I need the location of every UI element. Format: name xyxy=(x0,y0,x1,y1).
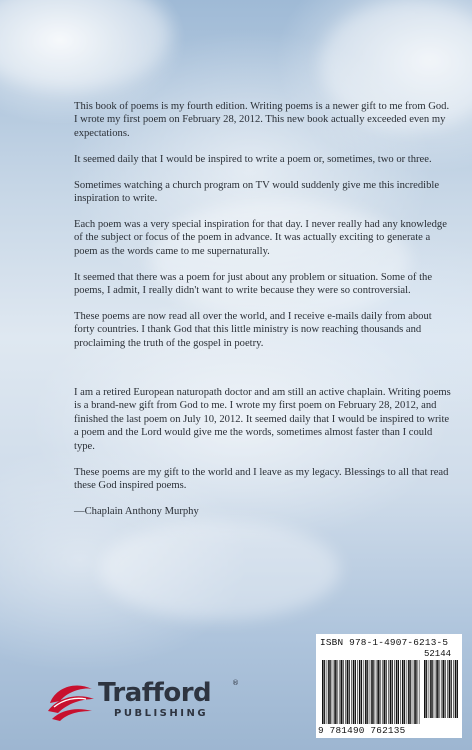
barcode-bar xyxy=(400,660,401,724)
barcode-bar xyxy=(367,660,368,724)
barcode-bar xyxy=(442,660,444,718)
barcode-bar xyxy=(426,660,427,718)
barcode-bar xyxy=(396,660,398,724)
intro-paragraph: Sometimes watching a church program on TV would suddenly give me this incredible inspiration to write. xyxy=(74,179,440,205)
barcode-bar xyxy=(370,660,371,724)
intro-paragraph: It seemed that there was a poem for just about any problem or situation. Some of the poems, I admit, I really didn't want to write because they were so controversial. xyxy=(74,271,433,297)
barcode-bar xyxy=(376,660,377,724)
author-paragraph: These poems are my gift to the world and I leave as my legacy. Blessings to all that read these God inspired poems. xyxy=(74,466,449,491)
barcode-bar xyxy=(336,660,337,724)
barcode-bar xyxy=(373,660,374,724)
barcode-bar xyxy=(424,660,426,718)
barcode-bar xyxy=(351,660,352,724)
barcode-digits: 9 781490 762135 xyxy=(318,725,406,736)
barcode-bar xyxy=(441,660,442,718)
intro-paragraph: Each poem was a very special inspiration for that day. I never really had any knowledge of the subject or focus of the poem in advance. It was actually exciting to generate a poem as the words came to me supernaturally. xyxy=(74,218,447,257)
intro-paragraph: It seemed daily that I would be inspired to write a poem or, sometimes, two or three. xyxy=(74,153,432,165)
barcode-bar xyxy=(435,660,436,718)
barcode-bar xyxy=(449,660,451,718)
barcode-bar xyxy=(334,660,336,724)
barcode-bar xyxy=(371,660,373,724)
barcode-bar xyxy=(364,660,365,724)
barcode-bar xyxy=(327,660,328,724)
intro-paragraph: These poems are now read all over the world, and I receive e-mails daily from about forty countries. I thank God that this little ministry is now reaching thousands and proclaiming the truth of the gospel in poetry. xyxy=(74,310,432,349)
registered-mark: ® xyxy=(232,679,239,687)
barcode-bar xyxy=(330,660,331,724)
barcode-bar xyxy=(324,660,325,724)
barcode-bars xyxy=(322,660,420,724)
barcode-bar xyxy=(438,660,439,718)
trafford-logo-icon xyxy=(46,677,98,723)
barcode-bar xyxy=(343,660,344,724)
barcode-bar xyxy=(455,660,457,718)
barcode-bar xyxy=(453,660,454,718)
barcode-bar xyxy=(436,660,438,718)
cloud xyxy=(100,520,340,620)
barcode-bar xyxy=(386,660,387,724)
barcode-bar xyxy=(398,660,399,724)
barcode-bar xyxy=(355,660,356,724)
barcode-bar xyxy=(404,660,405,724)
barcode-bar xyxy=(384,660,386,724)
publisher-logo xyxy=(46,677,246,725)
isbn-label: ISBN 978-1-4907-6213-5 xyxy=(320,637,449,648)
barcode-bar xyxy=(416,660,417,724)
barcode-bar xyxy=(357,660,358,724)
intro-text xyxy=(74,100,454,363)
barcode-addon-bars xyxy=(424,660,458,718)
cloud xyxy=(0,0,170,90)
barcode-bar xyxy=(445,660,446,718)
barcode-addon-number: 52144 xyxy=(424,649,452,659)
barcode-bar xyxy=(432,660,433,718)
barcode-bar xyxy=(392,660,393,724)
barcode-bar xyxy=(429,660,430,718)
barcode-bar xyxy=(394,660,395,724)
barcode-bar xyxy=(359,660,361,724)
author-paragraph: I am a retired European naturopath doctor and am still an active chaplain. Writing poems is a brand-new gift from God to me. I wrote my first poem on February 28, 2012, and finished the last poem on July 10, 2012. It seemed daily that I would be inspired to write a poem and the Lord would give me the words, sometimes almost faster than I could type. xyxy=(74,387,451,452)
intro-paragraph: This book of poems is my fourth edition. Writing poems is a newer gift to me from God. I wrote my first poem on February 28, 2012. This new book actually exceeded even my expectations. xyxy=(74,101,450,139)
barcode-bar xyxy=(419,660,420,724)
barcode-bar xyxy=(347,660,349,724)
barcode-bar xyxy=(379,660,380,724)
publisher-sub: PUBLISHING xyxy=(114,708,209,719)
barcode-bar xyxy=(457,660,458,718)
barcode-bar xyxy=(388,660,389,724)
barcode-bar xyxy=(339,660,340,724)
barcode-bar xyxy=(322,660,324,724)
barcode-bar xyxy=(365,660,367,724)
barcode-bar xyxy=(430,660,432,718)
barcode-bar xyxy=(408,660,410,724)
barcode-bar xyxy=(340,660,342,724)
barcode-bar xyxy=(413,660,414,724)
barcode-bar xyxy=(451,660,452,718)
author-signature: —Chaplain Anthony Murphy xyxy=(74,505,199,517)
barcode-bar xyxy=(414,660,416,724)
isbn-barcode xyxy=(316,634,462,738)
barcode-bar xyxy=(407,660,408,724)
barcode-bar xyxy=(328,660,330,724)
publisher-name: Trafford xyxy=(98,678,212,708)
barcode-bar xyxy=(333,660,334,724)
barcode-bar xyxy=(402,660,404,724)
barcode-bar xyxy=(349,660,350,724)
author-text xyxy=(74,386,454,531)
barcode-bar xyxy=(377,660,379,724)
barcode-bar xyxy=(353,660,355,724)
barcode-bar xyxy=(447,660,448,718)
barcode-bar xyxy=(390,660,392,724)
barcode-bar xyxy=(410,660,411,724)
barcode-bar xyxy=(382,660,383,724)
barcode-bar xyxy=(345,660,346,724)
barcode-bar xyxy=(361,660,362,724)
